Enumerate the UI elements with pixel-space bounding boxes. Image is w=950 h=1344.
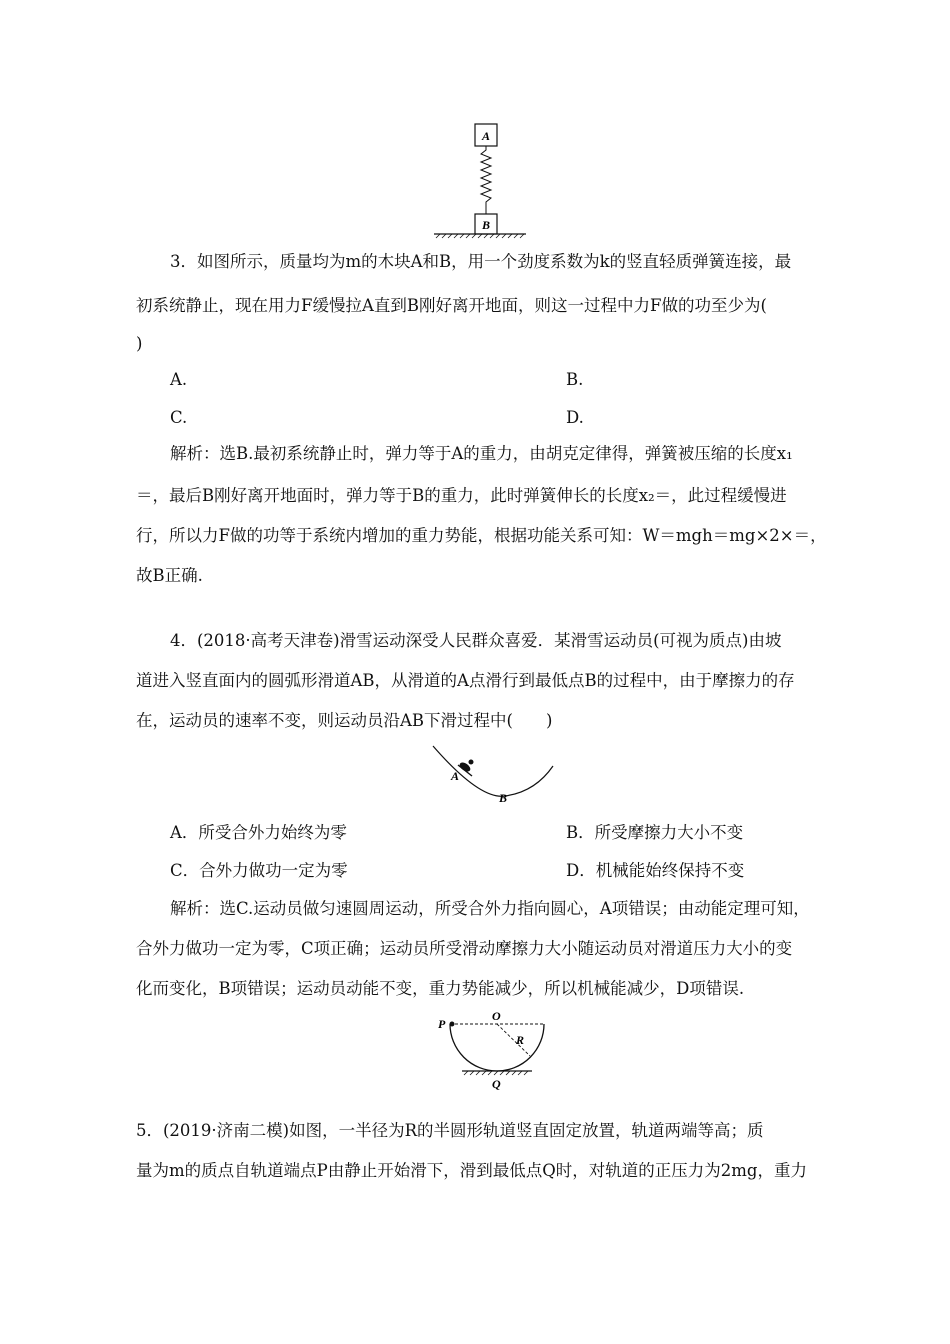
q3-option-d[interactable]: D. (566, 408, 584, 427)
q3-option-c[interactable]: C. (170, 408, 188, 427)
q4-option-d[interactable]: D．机械能始终保持不变 (566, 861, 745, 880)
q4-analysis-line2: 合外力做功一定为零，C项正确；运动员所受滑动摩擦力大小随运动员对滑道压力大小的变 (136, 939, 793, 958)
q4-option-b[interactable]: B．所受摩擦力大小不变 (566, 823, 744, 842)
spring-blocks-figure (430, 120, 530, 245)
q4-option-a[interactable]: A．所受合外力始终为零 (170, 823, 347, 842)
q4-stem-line1: 4．(2018·高考天津卷)滑雪运动深受人民群众喜爱．某滑雪运动员(可视为质点)由坡 (170, 631, 782, 650)
track-label-a: A (451, 769, 460, 783)
track-label-b: B (499, 791, 508, 805)
ground-hatching (436, 234, 524, 238)
label-p: P (438, 1017, 446, 1031)
q3-analysis-line4: 故B正确. (136, 566, 203, 585)
q3-stem-line3: ) (136, 334, 143, 353)
q3-analysis-line2: ＝，最后B刚好离开地面时，弹力等于B的重力，此时弹簧伸长的长度x₂＝，此过程缓慢进 (136, 486, 787, 505)
semicircle-track (450, 1024, 544, 1071)
q4-stem-line3: 在，运动员的速率不变，则运动员沿AB下滑过程中( ) (136, 711, 553, 730)
label-o: O (492, 1010, 501, 1023)
q4-option-c[interactable]: C．合外力做功一定为零 (170, 861, 348, 880)
q3-analysis-line1: 解析：选B.最初系统静止时，弹力等于A的重力，由胡克定律得，弹簧被压缩的长度x₁ (170, 444, 793, 463)
radius-dashed-line (497, 1024, 530, 1056)
q3-option-b[interactable]: B. (566, 370, 584, 389)
block-a-label: A (481, 129, 491, 143)
spring (481, 146, 491, 214)
label-q: Q (492, 1077, 501, 1090)
q4-analysis-line3: 化而变化，B项错误；运动员动能不变，重力势能减少，所以机械能减少，D项错误. (136, 979, 745, 998)
label-r: R (516, 1033, 525, 1047)
q4-analysis-line1: 解析：选C.运动员做匀速圆周运动，所受合外力指向圆心，A项错误；由动能定理可知， (170, 899, 810, 918)
q5-stem-line1: 5．(2019·济南二模)如图，一半径为R的半圆形轨道竖直固定放置，轨道两端等高；质 (136, 1121, 764, 1140)
ski-track-figure (425, 740, 560, 810)
q3-analysis-line3: 行，所以力F做的功等于系统内增加的重力势能，根据功能关系可知：W＝mgh＝mg×2×＝， (136, 526, 827, 545)
q5-stem-line2: 量为m的质点自轨道端点P由静止开始滑下，滑到最低点Q时，对轨道的正压力为2mg，重力 (136, 1161, 807, 1180)
q3-stem-line1: 3．如图所示，质量均为m的木块A和B，用一个劲度系数为k的竖直轻质弹簧连接，最 (170, 252, 792, 271)
q4-stem-line2: 道进入竖直面内的圆弧形滑道AB，从滑道的A点滑行到最低点B的过程中，由于摩擦力的存 (136, 671, 795, 690)
block-b-label: B (481, 218, 491, 232)
semicircle-track-figure (432, 1010, 552, 1090)
q3-stem-line2: 初系统静止，现在用力F缓慢拉A直到B刚好离开地面，则这一过程中力F做的功至少为( (136, 296, 767, 315)
particle-p (450, 1022, 455, 1027)
q3-option-a[interactable]: A. (170, 370, 188, 389)
